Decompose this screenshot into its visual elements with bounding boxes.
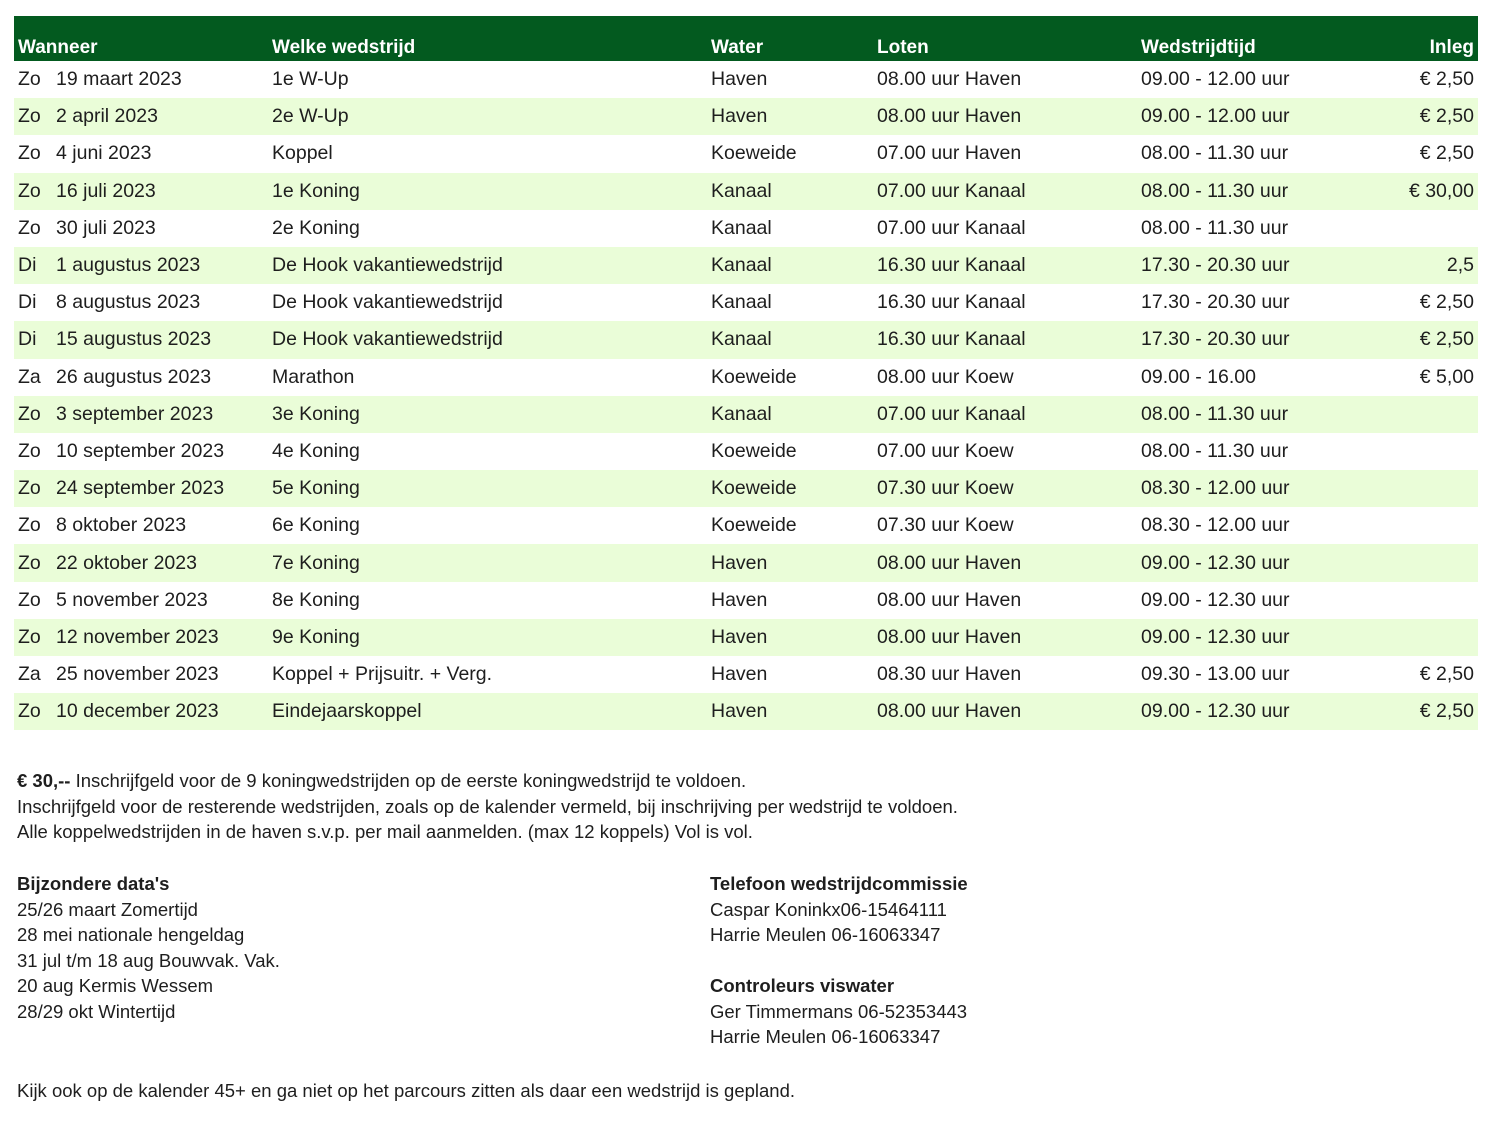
cell-wanneer bbox=[14, 656, 268, 693]
cell-wedstrijd: Eindejaarskoppel bbox=[268, 693, 707, 730]
cell-tijd: 09.00 - 12.30 uur bbox=[1137, 544, 1357, 581]
table-row bbox=[14, 98, 1478, 135]
special-date-item: 20 aug Kermis Wessem bbox=[17, 975, 214, 996]
cell-water: Haven bbox=[711, 68, 768, 91]
cell-wanneer bbox=[14, 507, 268, 544]
cell-tijd: 08.30 - 12.00 uur bbox=[1137, 470, 1357, 507]
cell-tijd: 09.00 - 12.30 uur bbox=[1141, 588, 1290, 611]
weekday: Zo bbox=[18, 588, 41, 611]
weekday: Za bbox=[18, 365, 41, 388]
date: 10 september 2023 bbox=[56, 439, 225, 462]
date: 15 augustus 2023 bbox=[56, 328, 212, 351]
controller-contact: Harrie Meulen 06-16063347 bbox=[710, 1026, 941, 1047]
col-header-inleg: Inleg bbox=[1357, 16, 1478, 61]
cell-tijd: 09.00 - 16.00 bbox=[1141, 365, 1256, 388]
date: 26 augustus 2023 bbox=[56, 365, 212, 388]
weekday: Zo bbox=[18, 105, 41, 128]
cell-loten: 08.00 uur Haven bbox=[877, 588, 1022, 611]
cell-wedstrijd: 1e Koning bbox=[268, 173, 707, 210]
footer-note: Kijk ook op de kalender 45+ en ga niet op het parcours zitten als daar een wedstrijd is gepland. bbox=[17, 1080, 796, 1101]
cell-inleg bbox=[1357, 210, 1478, 247]
cell-tijd: 08.30 - 12.00 uur bbox=[1141, 514, 1290, 537]
table-row bbox=[14, 544, 1478, 581]
cell-tijd: 09.00 - 12.00 uur bbox=[1137, 98, 1357, 135]
date: 25 november 2023 bbox=[56, 663, 219, 686]
cell-wanneer bbox=[14, 619, 268, 656]
weekday: Di bbox=[18, 254, 37, 277]
date: 2 april 2023 bbox=[56, 105, 158, 128]
special-date-item: 25/26 maart Zomertijd bbox=[17, 898, 198, 920]
cell-loten: 08.00 uur Haven bbox=[873, 619, 1137, 656]
cell-inleg bbox=[1357, 507, 1478, 544]
cell-wanneer bbox=[14, 284, 268, 321]
cell-water: Kanaal bbox=[711, 291, 772, 314]
cell-wanneer bbox=[14, 693, 268, 730]
weekday: Zo bbox=[18, 477, 41, 500]
cell-water: Koeweide bbox=[707, 470, 873, 507]
weekday: Za bbox=[18, 663, 41, 686]
special-date-item: 28/29 okt Wintertijd bbox=[17, 1000, 176, 1022]
special-dates-block bbox=[17, 871, 280, 1024]
table-row bbox=[14, 173, 1478, 210]
col-header-wanneer: Wanneer bbox=[14, 16, 268, 61]
fee-amount: € 30,-- bbox=[17, 770, 71, 791]
cell-wanneer bbox=[14, 135, 268, 172]
table-row bbox=[14, 656, 1478, 693]
special-dates-title: Bijzondere data's bbox=[17, 873, 170, 894]
cell-water: Haven bbox=[711, 588, 768, 611]
weekday: Zo bbox=[18, 625, 41, 648]
cell-inleg: € 2,50 bbox=[1419, 142, 1474, 165]
cell-wanneer bbox=[14, 61, 268, 98]
table-row bbox=[14, 247, 1478, 284]
date: 12 november 2023 bbox=[56, 625, 219, 648]
cell-wedstrijd: 1e W-Up bbox=[272, 68, 349, 91]
table-row bbox=[14, 210, 1478, 247]
weekday: Zo bbox=[18, 402, 41, 425]
cell-inleg: 2,5 bbox=[1357, 247, 1478, 284]
cell-inleg bbox=[1357, 544, 1478, 581]
cell-loten: 07.00 uur Kanaal bbox=[873, 173, 1137, 210]
cell-loten: 08.00 uur Haven bbox=[877, 68, 1022, 91]
cell-wanneer bbox=[14, 210, 268, 247]
cell-wedstrijd: 8e Koning bbox=[272, 588, 360, 611]
fee-notes bbox=[17, 768, 958, 845]
cell-loten: 08.30 uur Haven bbox=[877, 663, 1022, 686]
table-row bbox=[14, 507, 1478, 544]
weekday: Zo bbox=[18, 216, 41, 239]
header-row bbox=[14, 16, 1478, 61]
col-header-loten: Loten bbox=[873, 16, 1137, 61]
date: 3 september 2023 bbox=[56, 402, 214, 425]
cell-inleg: € 2,50 bbox=[1357, 98, 1478, 135]
cell-tijd: 09.00 - 12.00 uur bbox=[1141, 68, 1290, 91]
cell-loten: 07.30 uur Koew bbox=[877, 514, 1014, 537]
cell-inleg: € 30,00 bbox=[1357, 173, 1478, 210]
weekday: Zo bbox=[18, 439, 41, 462]
fee-note-line bbox=[17, 768, 958, 794]
cell-wedstrijd: De Hook vakantiewedstrijd bbox=[268, 321, 707, 358]
cell-inleg: € 2,50 bbox=[1357, 321, 1478, 358]
table-row bbox=[14, 470, 1478, 507]
cell-water: Kanaal bbox=[707, 247, 873, 284]
cell-wanneer bbox=[14, 396, 268, 433]
cell-tijd: 08.00 - 11.30 uur bbox=[1141, 216, 1289, 239]
cell-inleg bbox=[1357, 433, 1478, 470]
cell-wanneer bbox=[14, 582, 268, 619]
col-header-water: Water bbox=[707, 16, 873, 61]
cell-water: Haven bbox=[707, 544, 873, 581]
cell-tijd: 17.30 - 20.30 uur bbox=[1141, 291, 1290, 314]
cell-wanneer bbox=[14, 98, 268, 135]
schedule-header bbox=[14, 16, 1478, 61]
cell-loten: 07.00 uur Koew bbox=[877, 439, 1014, 462]
date: 10 december 2023 bbox=[56, 700, 219, 723]
cell-water: Haven bbox=[707, 693, 873, 730]
cell-tijd: 08.00 - 11.30 uur bbox=[1141, 142, 1289, 165]
cell-loten: 08.00 uur Koew bbox=[877, 365, 1014, 388]
fee-text: Inschrijfgeld voor de 9 koningwedstrijden op de eerste koningwedstrijd te voldoen. bbox=[70, 770, 747, 791]
cell-water: Koeweide bbox=[711, 514, 797, 537]
cell-tijd: 08.00 - 11.30 uur bbox=[1137, 396, 1357, 433]
cell-loten: 16.30 uur Kanaal bbox=[873, 321, 1137, 358]
weekday: Zo bbox=[18, 514, 41, 537]
cell-inleg: € 2,50 bbox=[1419, 663, 1474, 686]
cell-inleg bbox=[1357, 582, 1478, 619]
cell-water: Haven bbox=[707, 619, 873, 656]
cell-wedstrijd: 9e Koning bbox=[268, 619, 707, 656]
cell-loten: 08.00 uur Haven bbox=[873, 693, 1137, 730]
cell-wedstrijd: 6e Koning bbox=[272, 514, 360, 537]
cell-loten: 07.30 uur Koew bbox=[873, 470, 1137, 507]
cell-water: Kanaal bbox=[707, 396, 873, 433]
table-row bbox=[14, 396, 1478, 433]
cell-water: Kanaal bbox=[707, 321, 873, 358]
weekday: Zo bbox=[18, 551, 41, 574]
cell-tijd: 17.30 - 20.30 uur bbox=[1137, 247, 1357, 284]
date: 30 juli 2023 bbox=[56, 216, 156, 239]
cell-loten: 08.00 uur Haven bbox=[873, 544, 1137, 581]
cell-wanneer bbox=[14, 544, 268, 581]
cell-loten: 16.30 uur Kanaal bbox=[873, 247, 1137, 284]
cell-loten: 07.00 uur Kanaal bbox=[873, 396, 1137, 433]
cell-inleg: € 2,50 bbox=[1419, 68, 1474, 91]
cell-tijd: 09.00 - 12.30 uur bbox=[1137, 619, 1357, 656]
special-date-item: 31 jul t/m 18 aug Bouwvak. Vak. bbox=[17, 949, 280, 971]
weekday: Zo bbox=[18, 179, 41, 202]
cell-wedstrijd: Koppel + Prijsuitr. + Verg. bbox=[272, 663, 493, 686]
cell-wedstrijd: 7e Koning bbox=[268, 544, 707, 581]
date: 5 november 2023 bbox=[56, 588, 208, 611]
phone-committee-title: Telefoon wedstrijdcommissie bbox=[710, 873, 968, 894]
cell-tijd: 09.00 - 12.30 uur bbox=[1137, 693, 1357, 730]
cell-wedstrijd: Marathon bbox=[272, 365, 355, 388]
phone-contact: Caspar Koninkx06-15464111 bbox=[710, 898, 947, 920]
cell-water: Kanaal bbox=[711, 216, 772, 239]
cell-inleg bbox=[1357, 396, 1478, 433]
date: 22 oktober 2023 bbox=[56, 551, 197, 574]
weekday: Di bbox=[18, 291, 37, 314]
date: 1 augustus 2023 bbox=[56, 254, 201, 277]
cell-wanneer bbox=[14, 321, 268, 358]
cell-inleg bbox=[1357, 619, 1478, 656]
cell-wedstrijd: De Hook vakantiewedstrijd bbox=[268, 247, 707, 284]
fee-note-line-3: Alle koppelwedstrijden in de haven s.v.p. per mail aanmelden. (max 12 koppels) Vol is vol. bbox=[17, 821, 753, 842]
cell-water: Koeweide bbox=[711, 142, 797, 165]
date: 8 oktober 2023 bbox=[56, 514, 187, 537]
weekday: Zo bbox=[18, 142, 41, 165]
table-row bbox=[14, 284, 1478, 321]
cell-loten: 07.00 uur Haven bbox=[877, 142, 1022, 165]
schedule-body bbox=[14, 61, 1478, 730]
cell-water: Haven bbox=[707, 98, 873, 135]
col-header-tijd: Wedstrijdtijd bbox=[1137, 16, 1357, 61]
cell-inleg: € 2,50 bbox=[1419, 291, 1474, 314]
date: 24 september 2023 bbox=[56, 477, 225, 500]
fee-note-line-2: Inschrijfgeld voor de resterende wedstrijden, zoals op de kalender vermeld, bij inschrijving per wedstrijd te voldoen. bbox=[17, 795, 958, 817]
table-row bbox=[14, 693, 1478, 730]
table-row bbox=[14, 433, 1478, 470]
cell-water: Kanaal bbox=[707, 173, 873, 210]
cell-inleg: € 2,50 bbox=[1357, 693, 1478, 730]
cell-wanneer bbox=[14, 247, 268, 284]
date: 4 juni 2023 bbox=[56, 142, 152, 165]
cell-wedstrijd: 4e Koning bbox=[272, 439, 360, 462]
cell-tijd: 08.00 - 11.30 uur bbox=[1141, 439, 1289, 462]
cell-wedstrijd: 3e Koning bbox=[268, 396, 707, 433]
cell-wedstrijd: De Hook vakantiewedstrijd bbox=[272, 291, 503, 314]
weekday: Zo bbox=[18, 700, 41, 723]
cell-water: Koeweide bbox=[711, 439, 797, 462]
cell-water: Haven bbox=[711, 663, 768, 686]
phone-contact: Harrie Meulen 06-16063347 bbox=[710, 924, 941, 945]
table-row bbox=[14, 582, 1478, 619]
date: 16 juli 2023 bbox=[56, 179, 156, 202]
table-row bbox=[14, 619, 1478, 656]
table-row bbox=[14, 135, 1478, 172]
water-controllers-title: Controleurs viswater bbox=[710, 975, 895, 996]
cell-wanneer bbox=[14, 433, 268, 470]
cell-water: Koeweide bbox=[711, 365, 797, 388]
cell-wanneer bbox=[14, 359, 268, 396]
table-row bbox=[14, 321, 1478, 358]
date: 19 maart 2023 bbox=[56, 68, 182, 91]
cell-tijd: 08.00 - 11.30 uur bbox=[1137, 173, 1357, 210]
controller-contact: Ger Timmermans 06-52353443 bbox=[710, 1000, 968, 1022]
water-controllers-block bbox=[710, 973, 967, 1050]
col-header-wedstrijd: Welke wedstrijd bbox=[268, 16, 707, 61]
cell-inleg bbox=[1357, 470, 1478, 507]
phone-committee-block bbox=[710, 871, 968, 948]
cell-loten: 07.00 uur Kanaal bbox=[877, 216, 1026, 239]
weekday: Zo bbox=[18, 68, 41, 91]
cell-loten: 08.00 uur Haven bbox=[873, 98, 1137, 135]
cell-wanneer bbox=[14, 470, 268, 507]
table-row bbox=[14, 61, 1478, 98]
weekday: Di bbox=[18, 328, 37, 351]
cell-wanneer bbox=[14, 173, 268, 210]
cell-wedstrijd: 2e W-Up bbox=[268, 98, 707, 135]
cell-wedstrijd: Koppel bbox=[272, 142, 333, 165]
special-date-item: 28 mei nationale hengeldag bbox=[17, 924, 245, 945]
cell-tijd: 17.30 - 20.30 uur bbox=[1137, 321, 1357, 358]
cell-inleg: € 5,00 bbox=[1419, 365, 1474, 388]
schedule-table bbox=[14, 16, 1478, 730]
cell-wedstrijd: 5e Koning bbox=[268, 470, 707, 507]
table-row bbox=[14, 359, 1478, 396]
cell-tijd: 09.30 - 13.00 uur bbox=[1141, 663, 1290, 686]
cell-loten: 16.30 uur Kanaal bbox=[877, 291, 1026, 314]
date: 8 augustus 2023 bbox=[56, 291, 201, 314]
cell-wedstrijd: 2e Koning bbox=[272, 216, 360, 239]
